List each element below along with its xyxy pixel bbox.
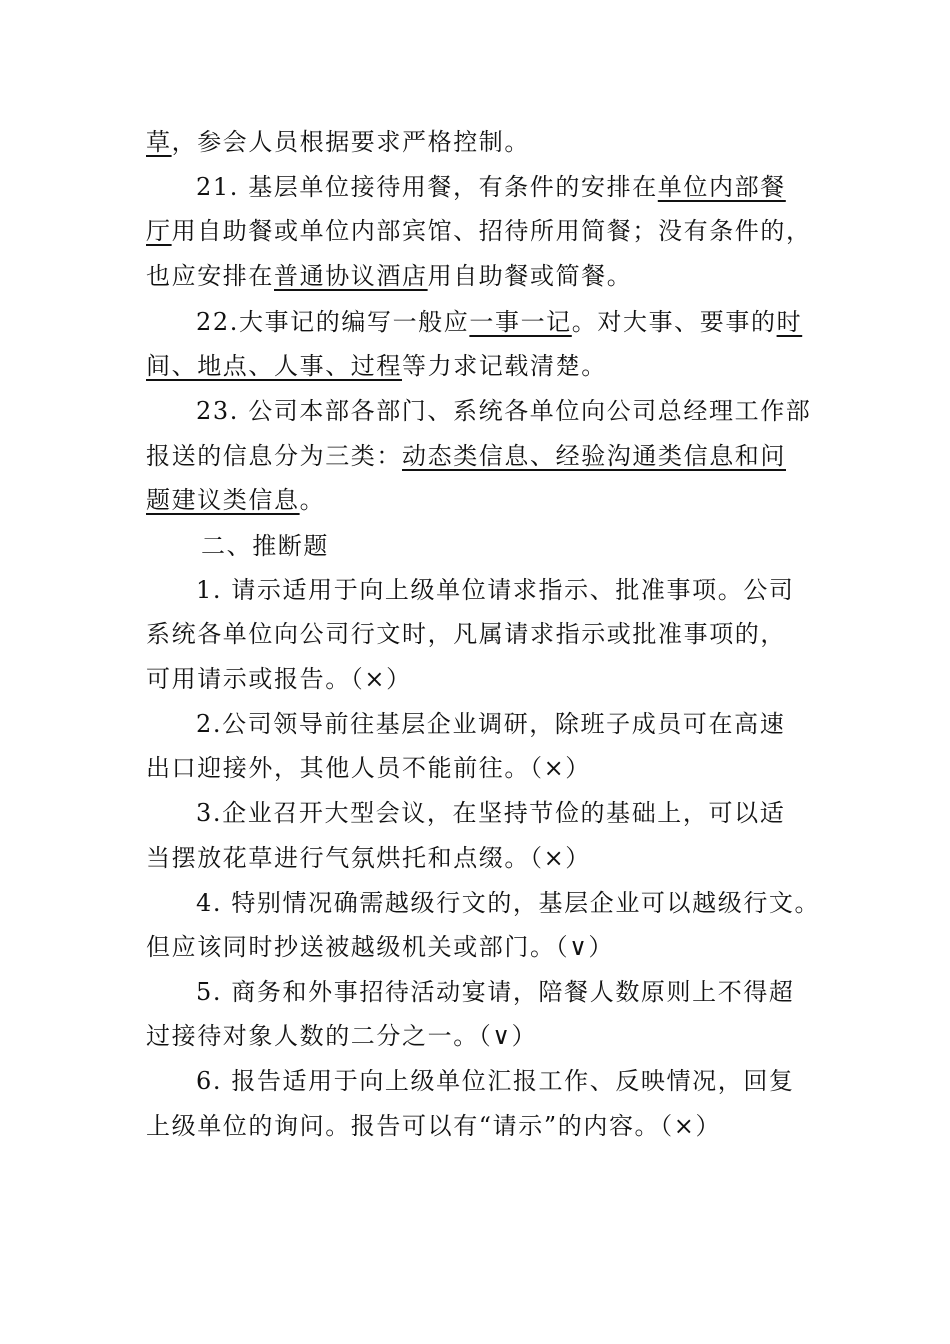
text-segment: 报送的信息分为三类： (146, 442, 402, 470)
underlined-answer: 普通协议酒店 (274, 262, 428, 290)
text-segment: 。 (299, 486, 326, 514)
judgment-1-line-3: 可用请示或报告。（×） (146, 665, 412, 693)
judgment-6-line-1: 6. 报告适用于向上级单位汇报工作、反映情况，回复 (196, 1067, 795, 1095)
text-segment: ，参会人员根据要求严格控制。 (171, 128, 531, 156)
underlined-answer: 一事一记 (469, 308, 572, 336)
item-21-line-3 (146, 258, 632, 294)
underlined-answer: 题建议类信息 (146, 486, 300, 514)
underlined-answer: 单位内部餐 (657, 173, 786, 201)
text-segment: 也应安排在 (146, 262, 274, 290)
text-segment: 用自助餐或简餐。 (427, 262, 633, 290)
underlined-answer: 动态类信息、经验沟通类信息和问 (402, 442, 786, 470)
text-segment: 。对大事、要事的 (571, 308, 777, 336)
text-segment: 用自助餐或单位内部宾馆、招待所用简餐；没有条件的， (171, 217, 812, 245)
judgment-2-line-2: 出口迎接外，其他人员不能前往。（×） (146, 754, 591, 782)
judgment-3-line-2: 当摆放花草进行气氛烘托和点缀。（×） (146, 844, 591, 872)
item-23-line-2 (146, 438, 786, 474)
section-title: 二、推断题 (201, 532, 329, 560)
underlined-answer: 厅 (146, 217, 172, 245)
judgment-1-line-2: 系统各单位向公司行文时，凡属请求指示或批准事项的， (146, 620, 786, 648)
judgment-1-line-1: 1. 请示适用于向上级单位请求指示、批准事项。公司 (196, 576, 795, 604)
text-line-prev-end (146, 124, 530, 160)
text-segment: 22.大事记的编写一般应 (196, 308, 470, 336)
text-segment: 21. 基层单位接待用餐，有条件的安排在 (196, 173, 658, 201)
judgment-5-line-2: 过接待对象人数的二分之一。（∨） (146, 1022, 538, 1050)
item-22-line-1 (196, 304, 802, 340)
item-22-line-2 (146, 348, 607, 384)
item-23-line-3 (146, 482, 325, 518)
judgment-4-line-1: 4. 特别情况确需越级行文的，基层企业可以越级行文。 (196, 889, 821, 917)
item-21-line-2 (146, 213, 812, 249)
item-21-line-1 (196, 169, 786, 205)
judgment-2-line-1: 2.公司领导前往基层企业调研，除班子成员可在高速 (196, 710, 786, 738)
judgment-6-line-2: 上级单位的询问。报告可以有“请示”的内容。（×） (146, 1112, 722, 1140)
judgment-4-line-2: 但应该同时抄送被越级机关或部门。（∨） (146, 933, 614, 961)
item-23-line-1: 23. 公司本部各部门、系统各单位向公司总经理工作部 (196, 397, 812, 425)
underlined-answer: 间、地点、人事、过程 (146, 352, 402, 380)
underlined-answer: 时 (776, 308, 803, 336)
judgment-3-line-1: 3.企业召开大型会议，在坚持节俭的基础上，可以适 (196, 799, 786, 827)
judgment-5-line-1: 5. 商务和外事招待活动宴请，陪餐人数原则上不得超 (196, 978, 795, 1006)
text-segment: 等力求记载清楚。 (402, 352, 607, 380)
underlined-answer: 草 (146, 128, 172, 156)
